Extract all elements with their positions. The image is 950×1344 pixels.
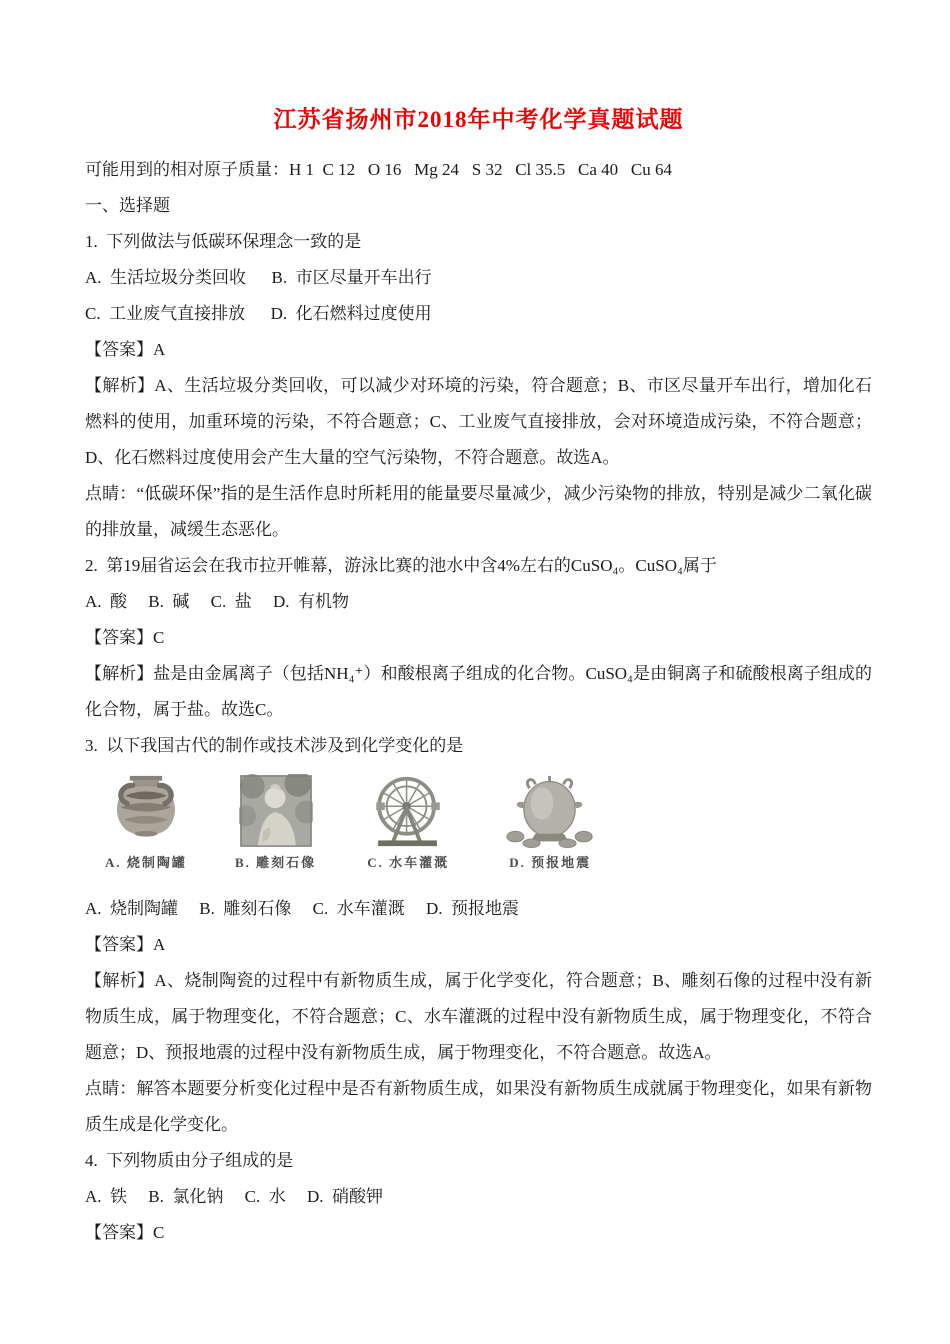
question-1-analysis: 【解析】A、生活垃圾分类回收，可以减少对环境的污染，符合题意；B、市区尽量开车出行，增加化石燃料的使用，加重环境的污染，不符合题意；C、工业废气直接排放，会对环境造成污染，不符合题意；D、化石燃料过度使用会产生大量的空气污染物，不符合题意。故选A。 (85, 376, 872, 467)
atomic-mass-note: 可能用到的相对原子质量：H 1 C 12 O 16 Mg 24 S 32 Cl 35.5 Ca 40 Cu 64 (85, 160, 672, 179)
water-wheel-image (362, 774, 454, 848)
question-3-answer: 【答案】A (85, 935, 166, 954)
pottery-jar-image (103, 774, 189, 848)
question-1-answer: 【答案】A (85, 340, 166, 359)
question-3-tip: 点睛：解答本题要分析变化过程中是否有新物质生成，如果没有新物质生成就属于物理变化，如果有新物质生成是化学变化。 (85, 1079, 872, 1134)
question-4-options: A. 铁 B. 氯化钠 C. 水 D. 硝酸钾 (85, 1187, 383, 1206)
seismograph-image (500, 774, 600, 848)
figure-caption: C. 水车灌溉 (367, 855, 450, 870)
question-1-options-row1: A. 生活垃圾分类回收 B. 市区尽量开车出行 (85, 268, 432, 287)
question-2-stem: 2. 第19届省运会在我市拉开帷幕，游泳比赛的池水中含4%左右的CuSO₄。CuSO₄属于 (85, 556, 717, 575)
figure-caption: A. 烧制陶罐 (105, 855, 187, 870)
question-1-options-row2: C. 工业废气直接排放 D. 化石燃料过度使用 (85, 304, 432, 323)
figure-caption: D. 预报地震 (509, 855, 592, 870)
stone-statue-image (235, 774, 316, 848)
question-4-stem: 4. 下列物质由分子组成的是 (85, 1151, 294, 1170)
question-4-answer: 【答案】C (85, 1223, 165, 1242)
figure-seismograph (500, 774, 600, 871)
figure-stone-statue (235, 774, 316, 871)
question-3-figures (85, 774, 872, 871)
question-3-stem: 3. 以下我国古代的制作或技术涉及到化学变化的是 (85, 736, 464, 755)
section-header: 一、选择题 (85, 196, 170, 215)
question-3-options: A. 烧制陶罐 B. 雕刻石像 C. 水车灌溉 D. 预报地震 (85, 899, 519, 918)
question-1-stem: 1. 下列做法与低碳环保理念一致的是 (85, 232, 362, 251)
question-2-answer: 【答案】C (85, 628, 165, 647)
figure-pottery-jar (103, 774, 189, 871)
question-2-analysis: 【解析】盐是由金属离子（包括NH₄⁺）和酸根离子组成的化合物。CuSO₄是由铜离子和硫酸根离子组成的化合物，属于盐。故选C。 (85, 664, 872, 719)
figure-water-wheel (362, 774, 454, 871)
document-title: 江苏省扬州市2018年中考化学真题试题 (273, 107, 684, 132)
figure-caption: B. 雕刻石像 (235, 855, 317, 870)
question-3-analysis: 【解析】A、烧制陶瓷的过程中有新物质生成，属于化学变化，符合题意；B、雕刻石像的过程中没有新物质生成，属于物理变化，不符合题意；C、水车灌溉的过程中没有新物质生成，属于物理变化，不符合题意；D、预报地震的过程中没有新物质生成，属于物理变化，不符合题意。故选A。 (85, 971, 872, 1062)
question-2-options: A. 酸 B. 碱 C. 盐 D. 有机物 (85, 592, 349, 611)
question-1-tip: 点睛：“低碳环保”指的是生活作息时所耗用的能量要尽量减少，减少污染物的排放，特别是减少二氧化碳的排放量，减缓生态恶化。 (85, 484, 872, 539)
